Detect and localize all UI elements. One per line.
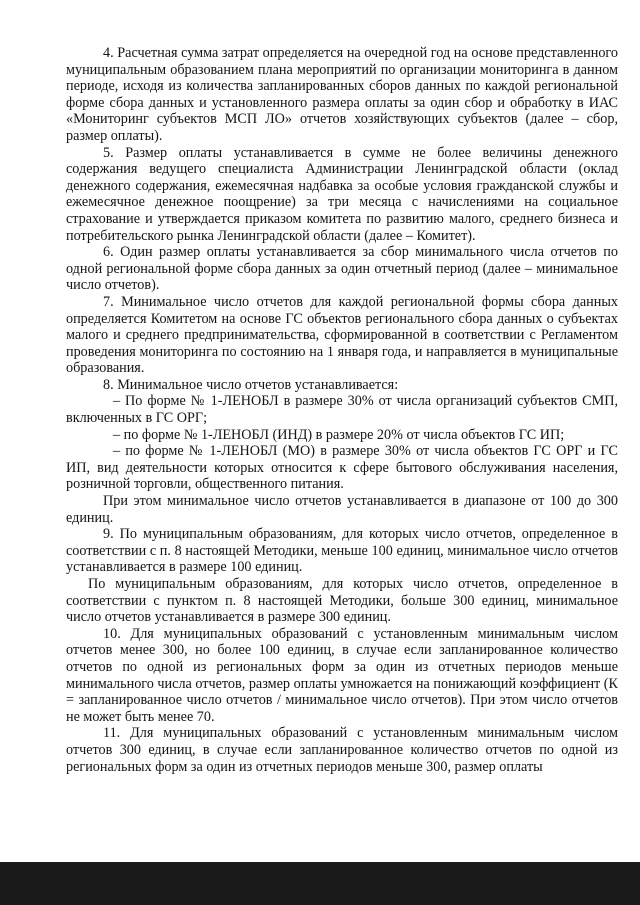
list-item-form-mo: – по форме № 1-ЛЕНОБЛ (МО) в размере 30% от числа объектов ГС ОРГ и ГС ИП, вид деятельности которых относится к сфере бытового обслуживания населения, розничной торговли, общественного питания.: [66, 443, 618, 493]
document-body: [66, 45, 618, 775]
paragraph-9-continued: По муниципальным образованиям, для которых число отчетов, определенное в соответствии с пунктом п. 8 настоящей Методики, больше 300 единиц, минимальное число отчетов устанавливается в размере 300 единиц.: [66, 576, 618, 626]
paragraph-6: 6. Один размер оплаты устанавливается за сбор минимального числа отчетов по одной региональной форме сбора данных за один отчетный период (далее – минимальное число отчетов).: [66, 244, 618, 294]
list-item-form-ind: – по форме № 1-ЛЕНОБЛ (ИНД) в размере 20% от числа объектов ГС ИП;: [113, 426, 565, 443]
paragraph-10: 10. Для муниципальных образований с установленным минимальным числом отчетов менее 300, но более 100 единиц, в случае если запланированное количество отчетов по одной из региональных форм за один из отчетных периодов меньше минимального числа отчетов, размер оплаты умножается на понижающий коэффициент (К = запланированное число отчетов / минимальное число отчетов). При этом число отчетов не может быть менее 70.: [66, 625, 618, 725]
paragraph-range-note: При этом минимальное число отчетов устанавливается в диапазоне от 100 до 300 единиц.: [66, 493, 618, 526]
paragraph-11: 11. Для муниципальных образований с установленным минимальным числом отчетов 300 единиц, в случае если запланированное количество отчетов по одной из региональных форм за один из отчетных периодов меньше 300, размер оплаты: [66, 725, 618, 775]
paragraph-9: 9. По муниципальным образованиям, для которых число отчетов, определенное в соответствии с п. 8 настоящей Методики, меньше 100 единиц, минимальное число отчетов устанавливается в размере 100 единиц.: [66, 526, 618, 576]
paragraph-8: 8. Минимальное число отчетов устанавливается:: [103, 376, 399, 393]
paragraph-7: 7. Минимальное число отчетов для каждой региональной формы сбора данных определяется Комитетом на основе ГС объектов регионального сбора данных о субъектах малого и среднего предпринимательства, сформированной в соответствии с Регламентом проведения мониторинга по состоянию на 1 января года, и направляется в муниципальные образования.: [66, 293, 618, 377]
list-item-form-1: – По форме № 1-ЛЕНОБЛ в размере 30% от числа организаций субъектов СМП, включенных в ГС ОРГ;: [66, 393, 618, 427]
paragraph-5: 5. Размер оплаты устанавливается в сумме не более величины денежного содержания ведущего специалиста Администрации Ленинградской области (оклад денежного содержания, ежемесячная надбавка за особые условия гражданской службы и ежемесячное денежное поощрение) за три месяца с начислениями на социальное страхование и утверждается приказом комитета по развитию малого, среднего бизнеса и потребительского рынка Ленинградской области (далее – Комитет).: [66, 144, 618, 244]
paragraph-4: 4. Расчетная сумма затрат определяется на очередной год на основе представленного муниципальным образованием плана мероприятий по организации мониторинга в данном периоде, исходя из количества запланированных сборов данных по каждой региональной форме сбора данных и установленного размера оплаты за один сбор и обработку в ИАС «Мониторинг субъектов МСП ЛО» отчетов хозяйствующих субъектов (далее – сбор, размер оплаты).: [66, 45, 618, 144]
scan-bottom-border: [0, 862, 640, 905]
